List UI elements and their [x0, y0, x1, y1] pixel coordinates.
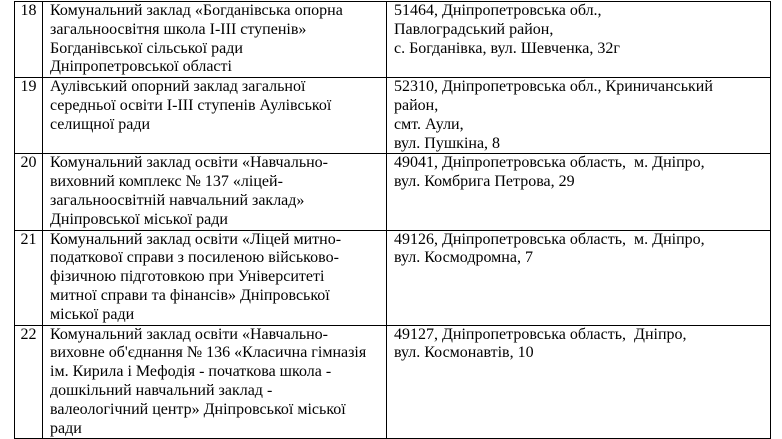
- institution-name-cell: [43, 2, 387, 78]
- institution-name-line: Комунальний заклад «Богданівська опорна: [50, 2, 343, 19]
- institution-name-line: середньої освіти І-ІІІ ступенів Аулівської: [50, 96, 332, 114]
- address-line: смт. Аули,: [394, 115, 464, 133]
- institution-name-line: загальноосвітній навчальний заклад»: [50, 191, 305, 209]
- address-cell: [387, 2, 771, 78]
- address-cell: [387, 154, 771, 230]
- institution-name-line: ім. Кирила і Мефодія - початкова школа -: [50, 363, 332, 381]
- institution-name-line: валеологічний центр» Дніпровської міської: [50, 400, 346, 418]
- institution-name-cell: [43, 154, 387, 230]
- row-number-cell: [15, 154, 43, 230]
- address-line: вул. Комбрига Петрова, 29: [394, 173, 575, 191]
- row-number: 22: [20, 325, 37, 343]
- row-number: 20: [20, 154, 37, 172]
- address-line: 52310, Дніпропетровська обл., Криничанський: [394, 78, 713, 96]
- address-line: 49041, Дніпропетровська область, м. Дніпро,: [394, 154, 705, 172]
- row-number-cell: [15, 78, 43, 154]
- institution-name-line: виховне об'єднання № 136 «Класична гімназія: [50, 344, 367, 362]
- address-line: 51464, Дніпропетровська обл.,: [394, 2, 602, 19]
- institution-name-line: податкової справи з посиленою військово-: [50, 249, 339, 267]
- address-line: вул. Космонавтів, 10: [394, 344, 534, 362]
- institution-name-line: Комунальний заклад освіти «Ліцей митно-: [50, 230, 342, 248]
- address-line: вул. Пушкіна, 8: [394, 134, 501, 152]
- address-line: с. Богданівка, вул. Шевченка, 32г: [394, 39, 620, 57]
- address-cell: [387, 78, 771, 154]
- address-cell: [387, 325, 771, 439]
- institution-name-line: дошкільний навчальний заклад -: [50, 381, 273, 399]
- institutions-table: [14, 1, 771, 439]
- institution-name-line: Дніпропетровської області: [50, 58, 232, 76]
- row-number: 21: [20, 230, 37, 248]
- institution-name-line: загальноосвітня школа І-ІІІ ступенів»: [50, 20, 307, 38]
- address-line: вул. Космодромна, 7: [394, 249, 533, 267]
- address-cell: [387, 230, 771, 325]
- institution-name-line: виховний комплекс № 137 «ліцей-: [50, 173, 283, 191]
- address-line: 49127, Дніпропетровська область, Дніпро,: [394, 325, 687, 343]
- institution-name-line: митної справи та фінансів» Дніпровської: [50, 286, 330, 304]
- institution-name-line: фізичною підготовкою при Університеті: [50, 268, 325, 286]
- institution-name-line: Комунальний заклад освіти «Навчально-: [50, 325, 329, 343]
- institution-name-line: Богданівської сільської ради: [50, 39, 243, 57]
- institution-name-line: Аулівський опорний заклад загальної: [50, 78, 306, 96]
- address-line: Павлоградський район,: [394, 20, 554, 38]
- address-line: 49126, Дніпропетровська область, м. Дніпро,: [394, 230, 705, 248]
- institution-name-line: Комунальний заклад освіти «Навчально-: [50, 154, 329, 172]
- row-number: 19: [20, 78, 37, 96]
- address-line: район,: [394, 96, 439, 114]
- institution-name-cell: [43, 78, 387, 154]
- row-number-cell: [15, 230, 43, 325]
- row-number-cell: [15, 325, 43, 439]
- institution-name-line: Дніпровської міської ради: [50, 210, 228, 228]
- table-row: [15, 78, 771, 154]
- institution-name-cell: [43, 230, 387, 325]
- table-row: [15, 154, 771, 230]
- table-row: [15, 325, 771, 439]
- table-row: [15, 230, 771, 325]
- institution-name-cell: [43, 325, 387, 439]
- institution-name-line: міської ради: [50, 305, 135, 323]
- institution-name-line: селищної ради: [50, 115, 151, 133]
- row-number-cell: [15, 2, 43, 78]
- table-row: [15, 2, 771, 78]
- institution-name-line: ради: [50, 419, 82, 437]
- row-number: 18: [20, 2, 37, 19]
